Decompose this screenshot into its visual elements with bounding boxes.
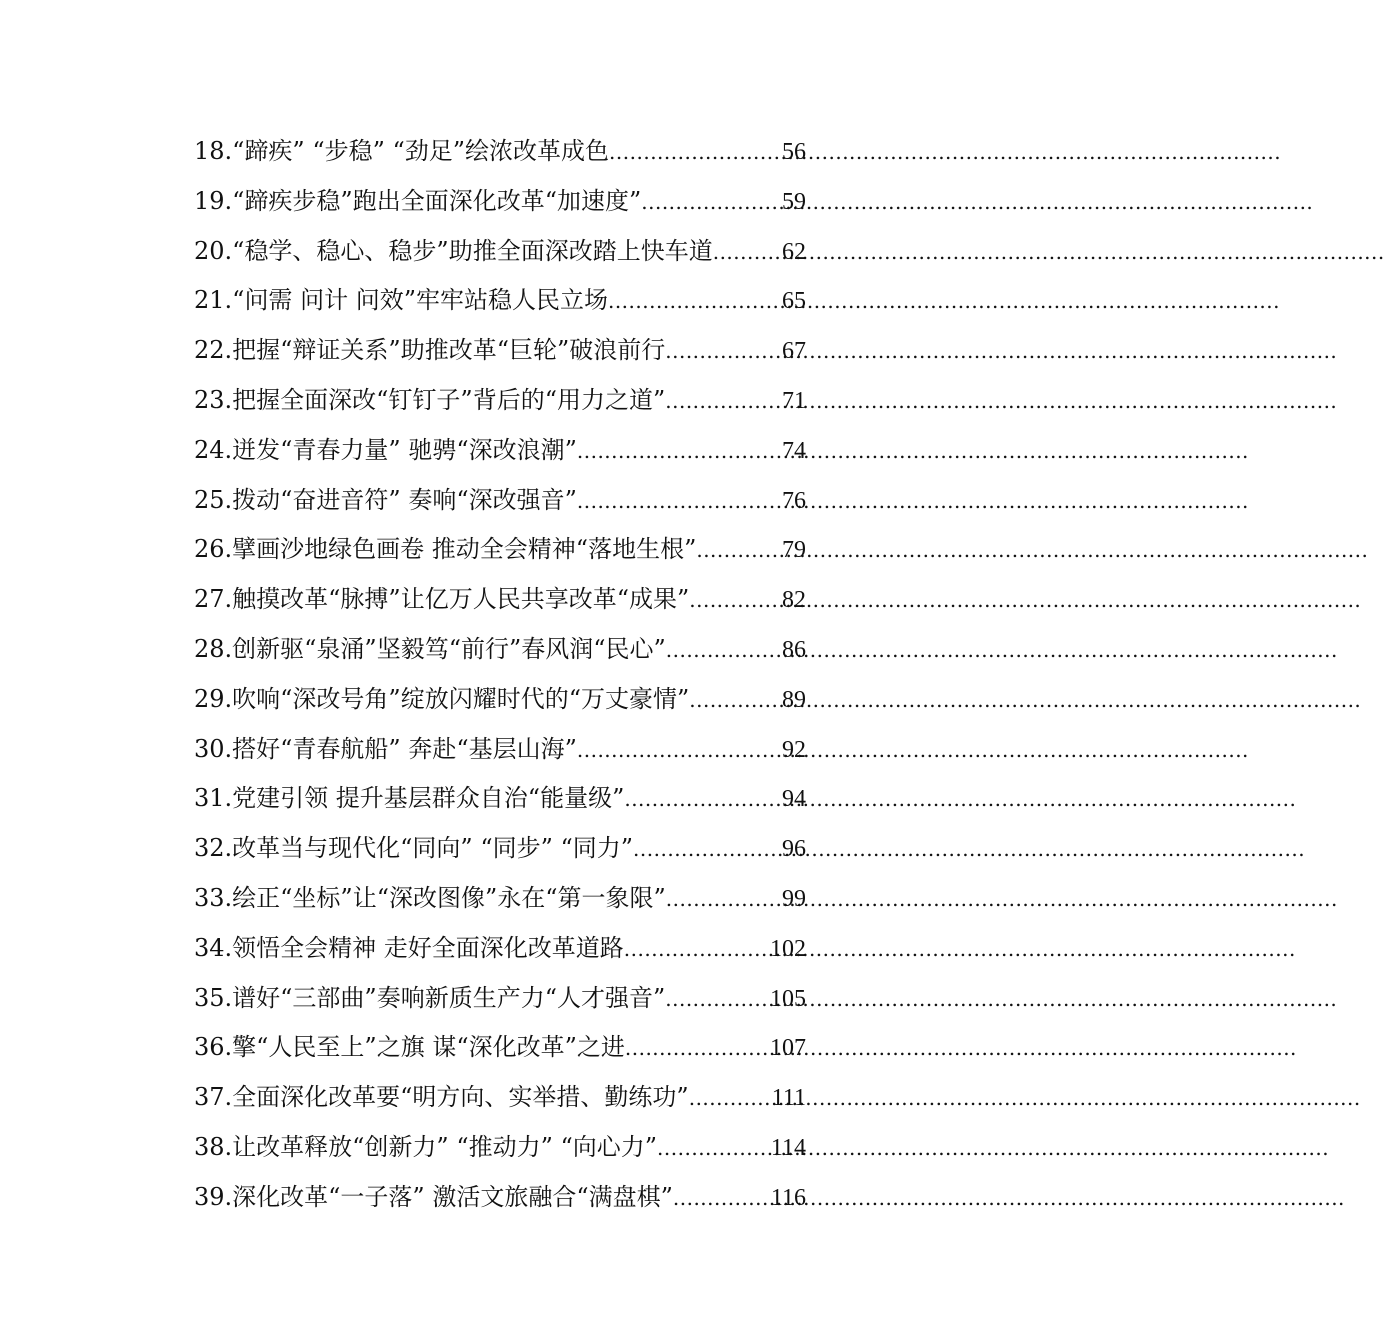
toc-entry-title: 38.让改革释放“创新力” “推动力” “向心力” [194, 1132, 658, 1161]
toc-page-number: 65 [782, 288, 806, 315]
toc-page-number: 92 [782, 736, 806, 763]
toc-page-number: 116 [770, 1184, 806, 1211]
dot-leader [577, 427, 782, 477]
toc-page-number: 56 [782, 139, 806, 165]
toc-page-number: 89 [782, 686, 806, 713]
toc-page-number: 105 [770, 985, 806, 1012]
dot-leader [641, 178, 782, 228]
toc-entry[interactable] [194, 426, 806, 476]
toc-entry[interactable] [194, 476, 806, 526]
toc-page-number: 99 [782, 885, 806, 912]
toc-entry[interactable] [194, 376, 806, 426]
toc-page-number: 111 [771, 1085, 806, 1112]
toc-entry-title: 39.深化改革“一子落” 激活文旅融合“满盘棋” [194, 1182, 673, 1211]
toc-entry-title: 21.“问需 问计 问效”牢牢站稳人民立场 [194, 286, 608, 315]
toc-entry[interactable] [194, 575, 806, 625]
toc-entry-title: 32.改革当与现代化“同向” “同步” “同力” [194, 834, 634, 863]
dot-leader [666, 875, 782, 925]
dot-leader [657, 1124, 771, 1174]
toc-page-number: 94 [782, 786, 806, 813]
dot-leader [666, 626, 782, 676]
toc-entry[interactable] [194, 774, 806, 824]
toc-entry-title: 35.谱好“三部曲”奏响新质生产力“人才强音” [194, 983, 666, 1012]
toc-page-number: 76 [782, 487, 806, 514]
dot-leader [665, 377, 782, 427]
dot-leader [633, 825, 782, 875]
toc-entry[interactable] [194, 725, 806, 775]
toc-entry[interactable] [194, 276, 806, 326]
toc-entry-title: 22.把握“辩证关系”助推改革“巨轮”破浪前行 [194, 336, 666, 365]
toc-page-number: 82 [782, 587, 806, 614]
toc-entry[interactable] [194, 924, 806, 974]
toc-entry-title: 34.领悟全会精神 走好全面深化改革道路 [194, 933, 624, 962]
toc-entry[interactable] [194, 177, 806, 227]
toc-page-number: 107 [770, 1035, 806, 1062]
toc-page-number: 96 [782, 836, 806, 863]
toc-entry-title: 28.创新驱“泉涌”坚毅笃“前行”春风润“民心” [194, 634, 666, 663]
dot-leader [608, 277, 782, 327]
toc-entry[interactable] [194, 326, 806, 376]
toc-entry[interactable] [194, 127, 806, 177]
toc-page-number: 114 [770, 1134, 806, 1161]
dot-leader [624, 775, 782, 825]
dot-leader [577, 726, 782, 776]
toc-page-number: 79 [782, 537, 806, 564]
toc-entry[interactable] [194, 675, 806, 725]
toc-page-number: 71 [782, 387, 806, 414]
toc-entry-title: 20.“稳学、稳心、稳步”助推全面深改踏上快车道 [194, 236, 713, 265]
toc-entry-title: 18.“蹄疾” “步稳” “劲足”绘浓改革成色 [194, 137, 610, 165]
toc-entry-title: 37.全面深化改革要“明方向、实举措、勤练功” [194, 1083, 689, 1112]
toc-entry-title: 30.搭好“青春航船” 奔赴“基层山海” [194, 734, 577, 763]
toc-entry-title: 33.绘正“坐标”让“深改图像”永在“第一象限” [194, 883, 666, 912]
toc-entry[interactable] [194, 227, 806, 277]
toc-entry-title: 23.把握全面深改“钉钉子”背后的“用力之道” [194, 385, 666, 414]
toc-entry-title: 25.拨动“奋进音符” 奏响“深改强音” [194, 485, 577, 514]
dot-leader [689, 676, 782, 726]
toc-entry[interactable] [194, 824, 806, 874]
dot-leader [689, 576, 782, 626]
toc-page-number: 86 [782, 636, 806, 663]
toc-entry-title: 36.擎“人民至上”之旗 谋“深化改革”之进 [194, 1033, 625, 1062]
dot-leader [713, 228, 782, 278]
toc-entry[interactable] [194, 1173, 806, 1223]
dot-leader [665, 975, 770, 1025]
toc-entry[interactable] [194, 1023, 806, 1073]
dot-leader [665, 327, 782, 377]
toc-entry-title: 26.擘画沙地绿色画卷 推动全会精神“落地生根” [194, 535, 697, 564]
toc-entry[interactable] [194, 625, 806, 675]
table-of-contents [194, 127, 806, 1223]
dot-leader [673, 1174, 771, 1224]
toc-entry[interactable] [194, 525, 806, 575]
toc-entry-title: 31.党建引领 提升基层群众自治“能量级” [194, 784, 625, 813]
dot-leader [625, 1024, 770, 1074]
toc-entry[interactable] [194, 1073, 806, 1123]
toc-page-number: 102 [770, 935, 806, 962]
toc-entry[interactable] [194, 974, 806, 1024]
dot-leader [689, 1074, 772, 1124]
dot-leader [609, 128, 782, 178]
toc-entry-title: 19.“蹄疾步稳”跑出全面深化改革“加速度” [194, 186, 642, 215]
toc-page-number: 74 [782, 437, 806, 464]
toc-page-number: 67 [782, 338, 806, 365]
toc-entry-title: 27.触摸改革“脉搏”让亿万人民共享改革“成果” [194, 585, 690, 614]
toc-page-number: 62 [782, 238, 806, 265]
dot-leader [696, 526, 782, 576]
dot-leader [624, 925, 770, 975]
toc-page-number: 59 [782, 188, 806, 215]
dot-leader [577, 477, 782, 527]
toc-entry-title: 29.吹响“深改号角”绽放闪耀时代的“万丈豪情” [194, 684, 690, 713]
toc-entry[interactable] [194, 874, 806, 924]
toc-entry[interactable] [194, 1123, 806, 1173]
toc-entry-title: 24.迸发“青春力量” 驰骋“深改浪潮” [194, 435, 577, 464]
